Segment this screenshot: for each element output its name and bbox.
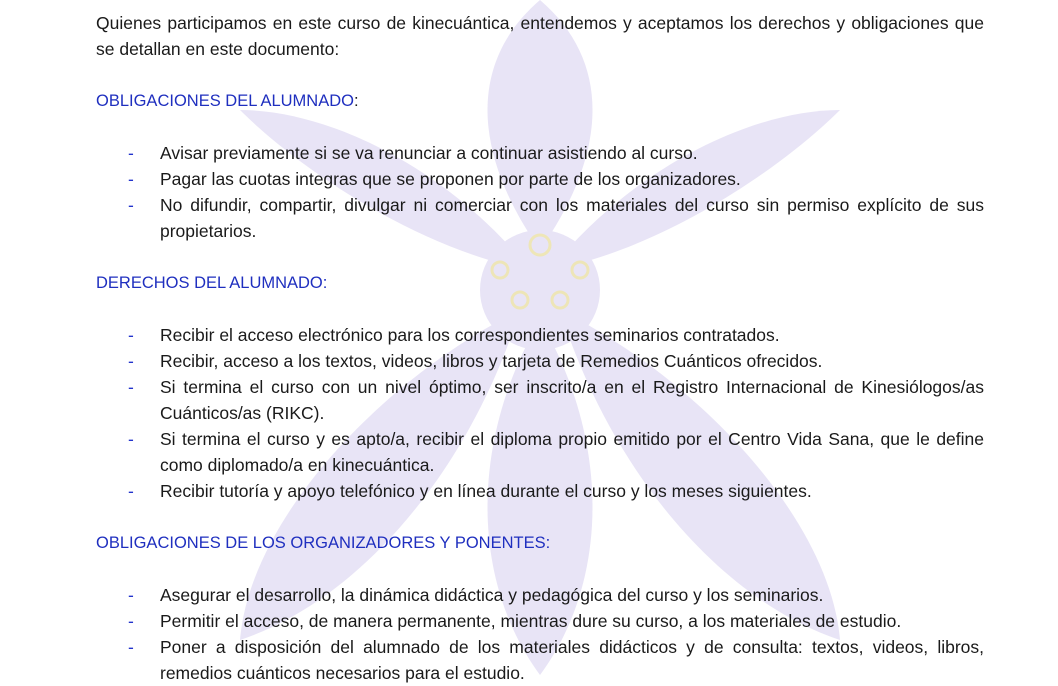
bullet-dash: - (128, 611, 134, 631)
bullet-list (96, 582, 984, 686)
bullet-dash: - (128, 325, 134, 345)
section-derechos-alumnado (96, 270, 984, 504)
intro-paragraph: Quienes participamos en este curso de kinecuántica, entendemos y aceptamos los derechos y obligaciones que se detallan en este documento: (96, 13, 984, 59)
bullet-dash: - (128, 481, 134, 501)
list-item: - Avisar previamente si se va renunciar a continuar asistiendo al curso. (96, 140, 984, 166)
list-item: - Recibir el acceso electrónico para los correspondientes seminarios contratados. (96, 322, 984, 348)
bullet-dash: - (128, 195, 134, 215)
bullet-list (96, 322, 984, 504)
section-obligaciones-alumnado (96, 88, 984, 244)
list-item: - Asegurar el desarrollo, la dinámica didáctica y pedagógica del curso y los seminarios. (96, 582, 984, 608)
list-item: - Si termina el curso con un nivel óptimo, ser inscrito/a en el Registro Internacional de Kinesiólogos/as Cuánticos/as (RIKC). (96, 374, 984, 426)
section-heading: OBLIGACIONES DE LOS ORGANIZADORES Y PONENTES: (96, 534, 551, 552)
bullet-dash: - (128, 429, 134, 449)
list-item: - Poner a disposición del alumnado de los materiales didácticos y de consulta: textos, videos, libros, remedios cuánticos necesarios para el estudio. (96, 634, 984, 686)
bullet-dash: - (128, 585, 134, 605)
bullet-list (96, 140, 984, 244)
section-heading: OBLIGACIONES DEL ALUMNADO: (96, 92, 359, 110)
list-item: - Recibir, acceso a los textos, videos, libros y tarjeta de Remedios Cuánticos ofrecidos. (96, 348, 984, 374)
bullet-dash: - (128, 637, 134, 657)
section-obligaciones-organizadores (96, 530, 984, 686)
list-item: - Si termina el curso y es apto/a, recibir el diploma propio emitido por el Centro Vida Sana, que le define como diplomado/a en kinecuántica. (96, 426, 984, 478)
bullet-dash: - (128, 169, 134, 189)
section-heading: DERECHOS DEL ALUMNADO: (96, 274, 328, 292)
list-item: - Recibir tutoría y apoyo telefónico y en línea durante el curso y los meses siguientes. (96, 478, 984, 504)
bullet-dash: - (128, 351, 134, 371)
bullet-dash: - (128, 143, 134, 163)
list-item: - Pagar las cuotas integras que se proponen por parte de los organizadores. (96, 166, 984, 192)
list-item: - No difundir, compartir, divulgar ni comerciar con los materiales del curso sin permiso explícito de sus propietarios. (96, 192, 984, 244)
list-item: - Permitir el acceso, de manera permanente, mientras dure su curso, a los materiales de estudio. (96, 608, 984, 634)
bullet-dash: - (128, 377, 134, 397)
document-page (96, 0, 984, 686)
